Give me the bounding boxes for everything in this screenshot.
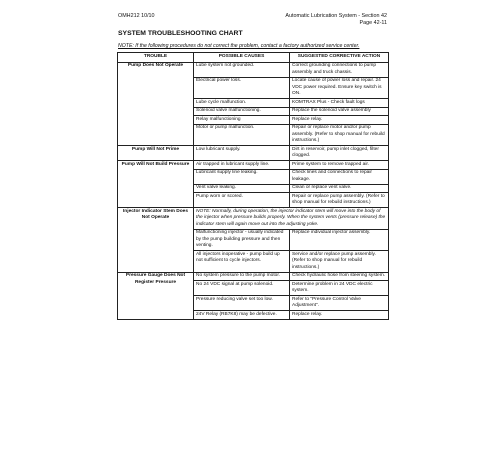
table-row (118, 62, 389, 77)
action-cell: Repair or replace pump assembly. (Refer to shop manual for rebuild instructions.) (290, 193, 389, 208)
cause-cell: Pressure reducing valve set too low. (194, 296, 290, 311)
action-cell: Check hydraulic hose from steering system. (290, 272, 389, 281)
action-cell: Replace the solenoid valve assembly (290, 107, 389, 116)
trouble-cell: Injector Indicator Stem Does Not Operate (118, 208, 194, 273)
chart-note: NOTE: If the following procedures do not correct the problem, contact a factory authorized service center. (118, 43, 360, 49)
cause-cell: Low lubricant supply. (194, 146, 290, 161)
action-cell: Determine problem in 24 VDC electric system. (290, 281, 389, 296)
cause-cell: Lube cycle malfunction. (194, 99, 290, 108)
cause-cell: Solenoid valve malfunctioning. (194, 107, 290, 116)
table-row (118, 272, 389, 281)
action-cell: Replace relay. (290, 116, 389, 125)
cause-cell: Malfunctioning injector - usually indicated by the pump building pressure and then venting. (194, 229, 290, 251)
action-cell: Correct grounding connections to pump assembly and truck chassis. (290, 62, 389, 77)
page-header (270, 13, 387, 27)
row-note: NOTE: Normally, during operation, the injector indicator stem will move into the body of the injector when pressure builds properly. When the system vents (pressure release) the indicator stem will again move out into the adjusting yoke. (194, 208, 389, 230)
cause-cell: Motor or pump malfunction. (194, 124, 290, 146)
cause-cell: Air trapped in lubricant supply line. (194, 161, 290, 170)
section-title: Automatic Lubrication System - Section 42 (285, 13, 387, 19)
action-cell: Replace relay. (290, 311, 389, 320)
troubleshooting-table (117, 52, 389, 320)
chart-title: SYSTEM TROUBLESHOOTING CHART (118, 30, 243, 37)
document-id: OMH212 10/10 (118, 13, 155, 19)
action-cell: Clean or replace vent valve. (290, 184, 389, 193)
cause-cell: Vent valve leaking. (194, 184, 290, 193)
action-cell: Prime system to remove trapped air. (290, 161, 389, 170)
cause-cell: No system pressure to the pump motor. (194, 272, 290, 281)
cause-cell: Pump worn or scored. (194, 193, 290, 208)
trouble-cell: Pump Will Not Build Pressure (118, 161, 194, 208)
action-cell: Repair or replace motor and/or pump assembly. (Refer to shop manual for rebuild instructions.) (290, 124, 389, 146)
column-header-action: SUGGESTED CORRECTIVE ACTION (290, 53, 389, 63)
action-cell: Locate cause of power loss and repair. 24 VDC power required. Ensure key switch is ON. (290, 77, 389, 99)
column-header-trouble: TROUBLE (118, 53, 194, 63)
table-row (118, 161, 389, 170)
table-row (118, 208, 389, 230)
action-cell: Dirt in reservoir, pump inlet clogged, filter clogged. (290, 146, 389, 161)
action-cell: Service and/or replace pump assembly. (Refer to shop manual for rebuild instructions.) (290, 251, 389, 273)
column-header-causes: POSSIBLE CAUSES (194, 53, 290, 63)
trouble-cell: Pressure Gauge Does Not Register Pressure (118, 272, 194, 319)
action-cell: Check lines and connections to repair leakage. (290, 169, 389, 184)
cause-cell: Lube system not grounded. (194, 62, 290, 77)
table-header-row (118, 53, 389, 63)
action-cell: Replace individual injector assembly. (290, 229, 389, 251)
cause-cell: No 24 VDC signal at pump solenoid. (194, 281, 290, 296)
trouble-cell: Pump Does Not Operate (118, 62, 194, 146)
cause-cell: Electrical power loss. (194, 77, 290, 99)
cause-cell: Relay malfunctioning (194, 116, 290, 125)
cause-cell: Lubricant supply line leaking. (194, 169, 290, 184)
action-cell: Refer to “Pressure Control Valve Adjustment”. (290, 296, 389, 311)
page-number: Page 42-11 (359, 20, 387, 27)
cause-cell: All injectors inoperative - pump build up not sufficient to cycle injectors. (194, 251, 290, 273)
trouble-cell: Pump Will Not Prime (118, 146, 194, 161)
table-row (118, 146, 389, 161)
action-cell: KOMTRAX Plus - Check fault logs (290, 99, 389, 108)
cause-cell: 24V Relay (RB7K8) may be defective. (194, 311, 290, 320)
